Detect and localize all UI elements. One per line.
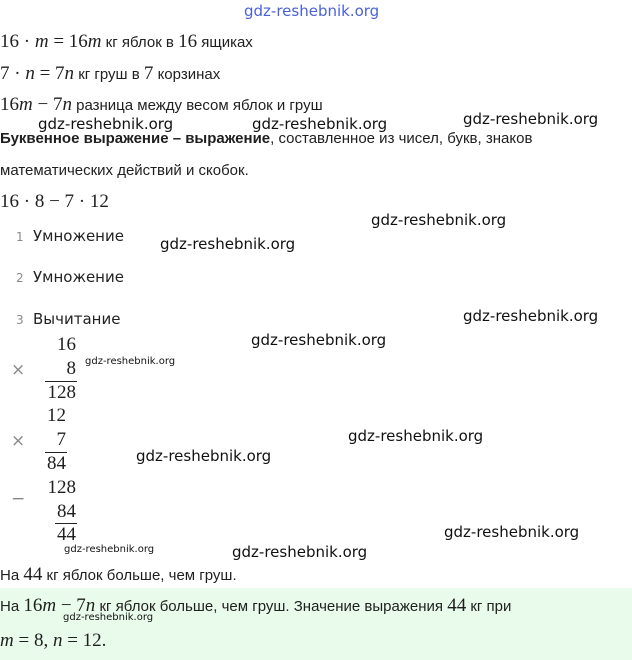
watermark[interactable]: gdz-reshebnik.org xyxy=(251,331,387,349)
step-number-3: 3 xyxy=(16,313,24,327)
definition-line-1: Буквенное выражение – выражение, составленное из чисел, букв, знаков xyxy=(0,130,533,147)
conclusion: На 44 кг яблок больше, чем груш. xyxy=(0,564,237,585)
equation-difference: 16m − 7n разница между весом яблок и груш xyxy=(0,94,323,115)
watermark[interactable]: gdz-reshebnik.org xyxy=(136,447,272,465)
watermark-top[interactable]: gdz-reshebnik.org xyxy=(244,2,380,20)
step-label-2: Умножение xyxy=(33,268,124,286)
watermark[interactable]: gdz-reshebnik.org xyxy=(463,307,599,325)
equation-pears: 7 · n = 7n кг груш в 7 корзинах xyxy=(0,63,221,84)
equation-apples: 16 · m = 16m кг яблок в 16 ящиках xyxy=(0,31,253,52)
step-label-3: Вычитание xyxy=(33,310,121,328)
watermark[interactable]: gdz-reshebnik.org xyxy=(232,543,368,561)
watermark[interactable]: gdz-reshebnik.org xyxy=(160,235,296,253)
answer-box xyxy=(0,588,632,660)
watermark[interactable]: gdz-reshebnik.org xyxy=(64,544,155,555)
watermark[interactable]: gdz-reshebnik.org xyxy=(444,523,580,541)
watermark[interactable]: gdz-reshebnik.org xyxy=(38,115,174,133)
step-number-2: 2 xyxy=(16,271,24,285)
watermark[interactable]: gdz-reshebnik.org xyxy=(348,427,484,445)
watermark[interactable]: gdz-reshebnik.org xyxy=(252,115,388,133)
step-label-1: Умножение xyxy=(33,227,124,245)
watermark[interactable]: gdz-reshebnik.org xyxy=(371,211,507,229)
answer-line-1: На 16m − 7n кг яблок больше, чем груш. Значение выражения 44 кг при xyxy=(0,595,512,616)
answer-line-2: m = 8, n = 12. xyxy=(0,630,107,651)
watermark[interactable]: gdz-reshebnik.org xyxy=(63,612,154,623)
definition-line-2: математических действий и скобок. xyxy=(0,162,249,179)
watermark[interactable]: gdz-reshebnik.org xyxy=(463,110,599,128)
watermark[interactable]: gdz-reshebnik.org xyxy=(85,356,176,367)
numeric-expression: 16 · 8 − 7 · 12 xyxy=(0,191,109,212)
step-number-1: 1 xyxy=(16,230,24,244)
